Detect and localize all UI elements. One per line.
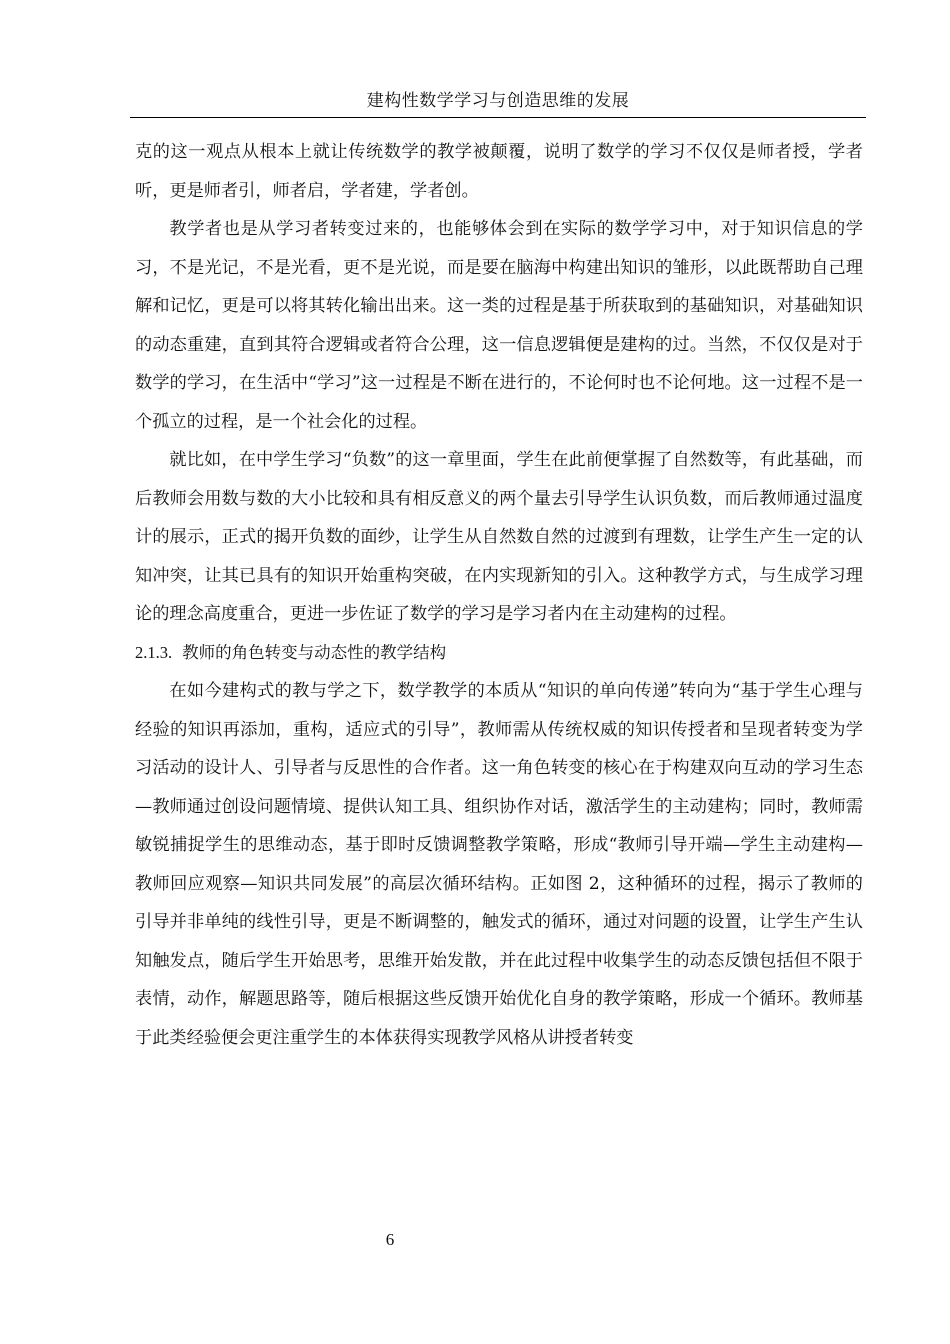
body-text <box>135 133 863 1057</box>
section-title: 教师的角色转变与动态性的教学结构 <box>182 642 447 662</box>
paragraph-3: 就比如，在中学生学习“负数”的这一章里面，学生在此前便掌握了自然数等，有此基础，而后教师会用数与数的大小比较和具有相反意义的两个量去引导学生认识负数，而后教师通过温度计的展示，正式的揭开负数的面纱，让学生从自然数自然的过渡到有理数，让学生产生一定的认知冲突，让其已具有的知识开始重构突破，在内实现新知的引入。这种教学方式，与生成学习理论的理念高度重合，更进一步佐证了数学的学习是学习者内在主动建构的过程。 <box>135 450 863 624</box>
section-number: 2.1.3. <box>135 642 173 662</box>
section-heading <box>135 634 863 673</box>
header-rule <box>130 117 866 118</box>
running-header: 建构性数学学习与创造思维的发展 <box>366 91 630 111</box>
paragraph-1: 克的这一观点从根本上就让传统数学的教学被颠覆，说明了数学的学习不仅仅是师者授，学者听，更是师者引，师者启，学者建，学者创。 <box>135 142 863 201</box>
paragraph-4: 在如今建构式的教与学之下，数学教学的本质从“知识的单向传递”转向为“基于学生心理与经验的知识再添加，重构，适应式的引导”，教师需从传统权威的知识传授者和呈现者转变为学习活动的设计人、引导者与反思性的合作者。这一角色转变的核心在于构建双向互动的学习生态—教师通过创设问题情境、提供认知工具、组织协作对话，激活学生的主动建构；同时，教师需敏锐捕捉学生的思维动态，基于即时反馈调整教学策略，形成“教师引导开端—学生主动建构—教师回应观察—知识共同发展”的高层次循环结构。正如图 2，这种循环的过程，揭示了教师的引导并非单纯的线性引导，更是不断调整的，触发式的循环，通过对问题的设置，让学生产生认知触发点，随后学生开始思考，思维开始发散，并在此过程中收集学生的动态反馈包括但不限于表情，动作，解题思路等，随后根据这些反馈开始优化自身的教学策略，形成一个循环。教师基于此类经验便会更注重学生的本体获得实现教学风格从讲授者转变 <box>135 681 863 1048</box>
paragraph-2: 教学者也是从学习者转变过来的，也能够体会到在实际的数学学习中，对于知识信息的学习，不是光记，不是光看，更不是光说，而是要在脑海中构建出知识的雏形，以此既帮助自己理解和记忆，更是可以将其转化输出出来。这一类的过程是基于所获取到的基础知识，对基础知识的动态重建，直到其符合逻辑或者符合公理，这一信息逻辑便是建构的过。当然，不仅仅是对于数学的学习，在生活中“学习”这一过程是不断在进行的，不论何时也不论何地。这一过程不是一个孤立的过程，是一个社会化的过程。 <box>135 219 863 432</box>
page-number: 6 <box>385 1230 395 1249</box>
